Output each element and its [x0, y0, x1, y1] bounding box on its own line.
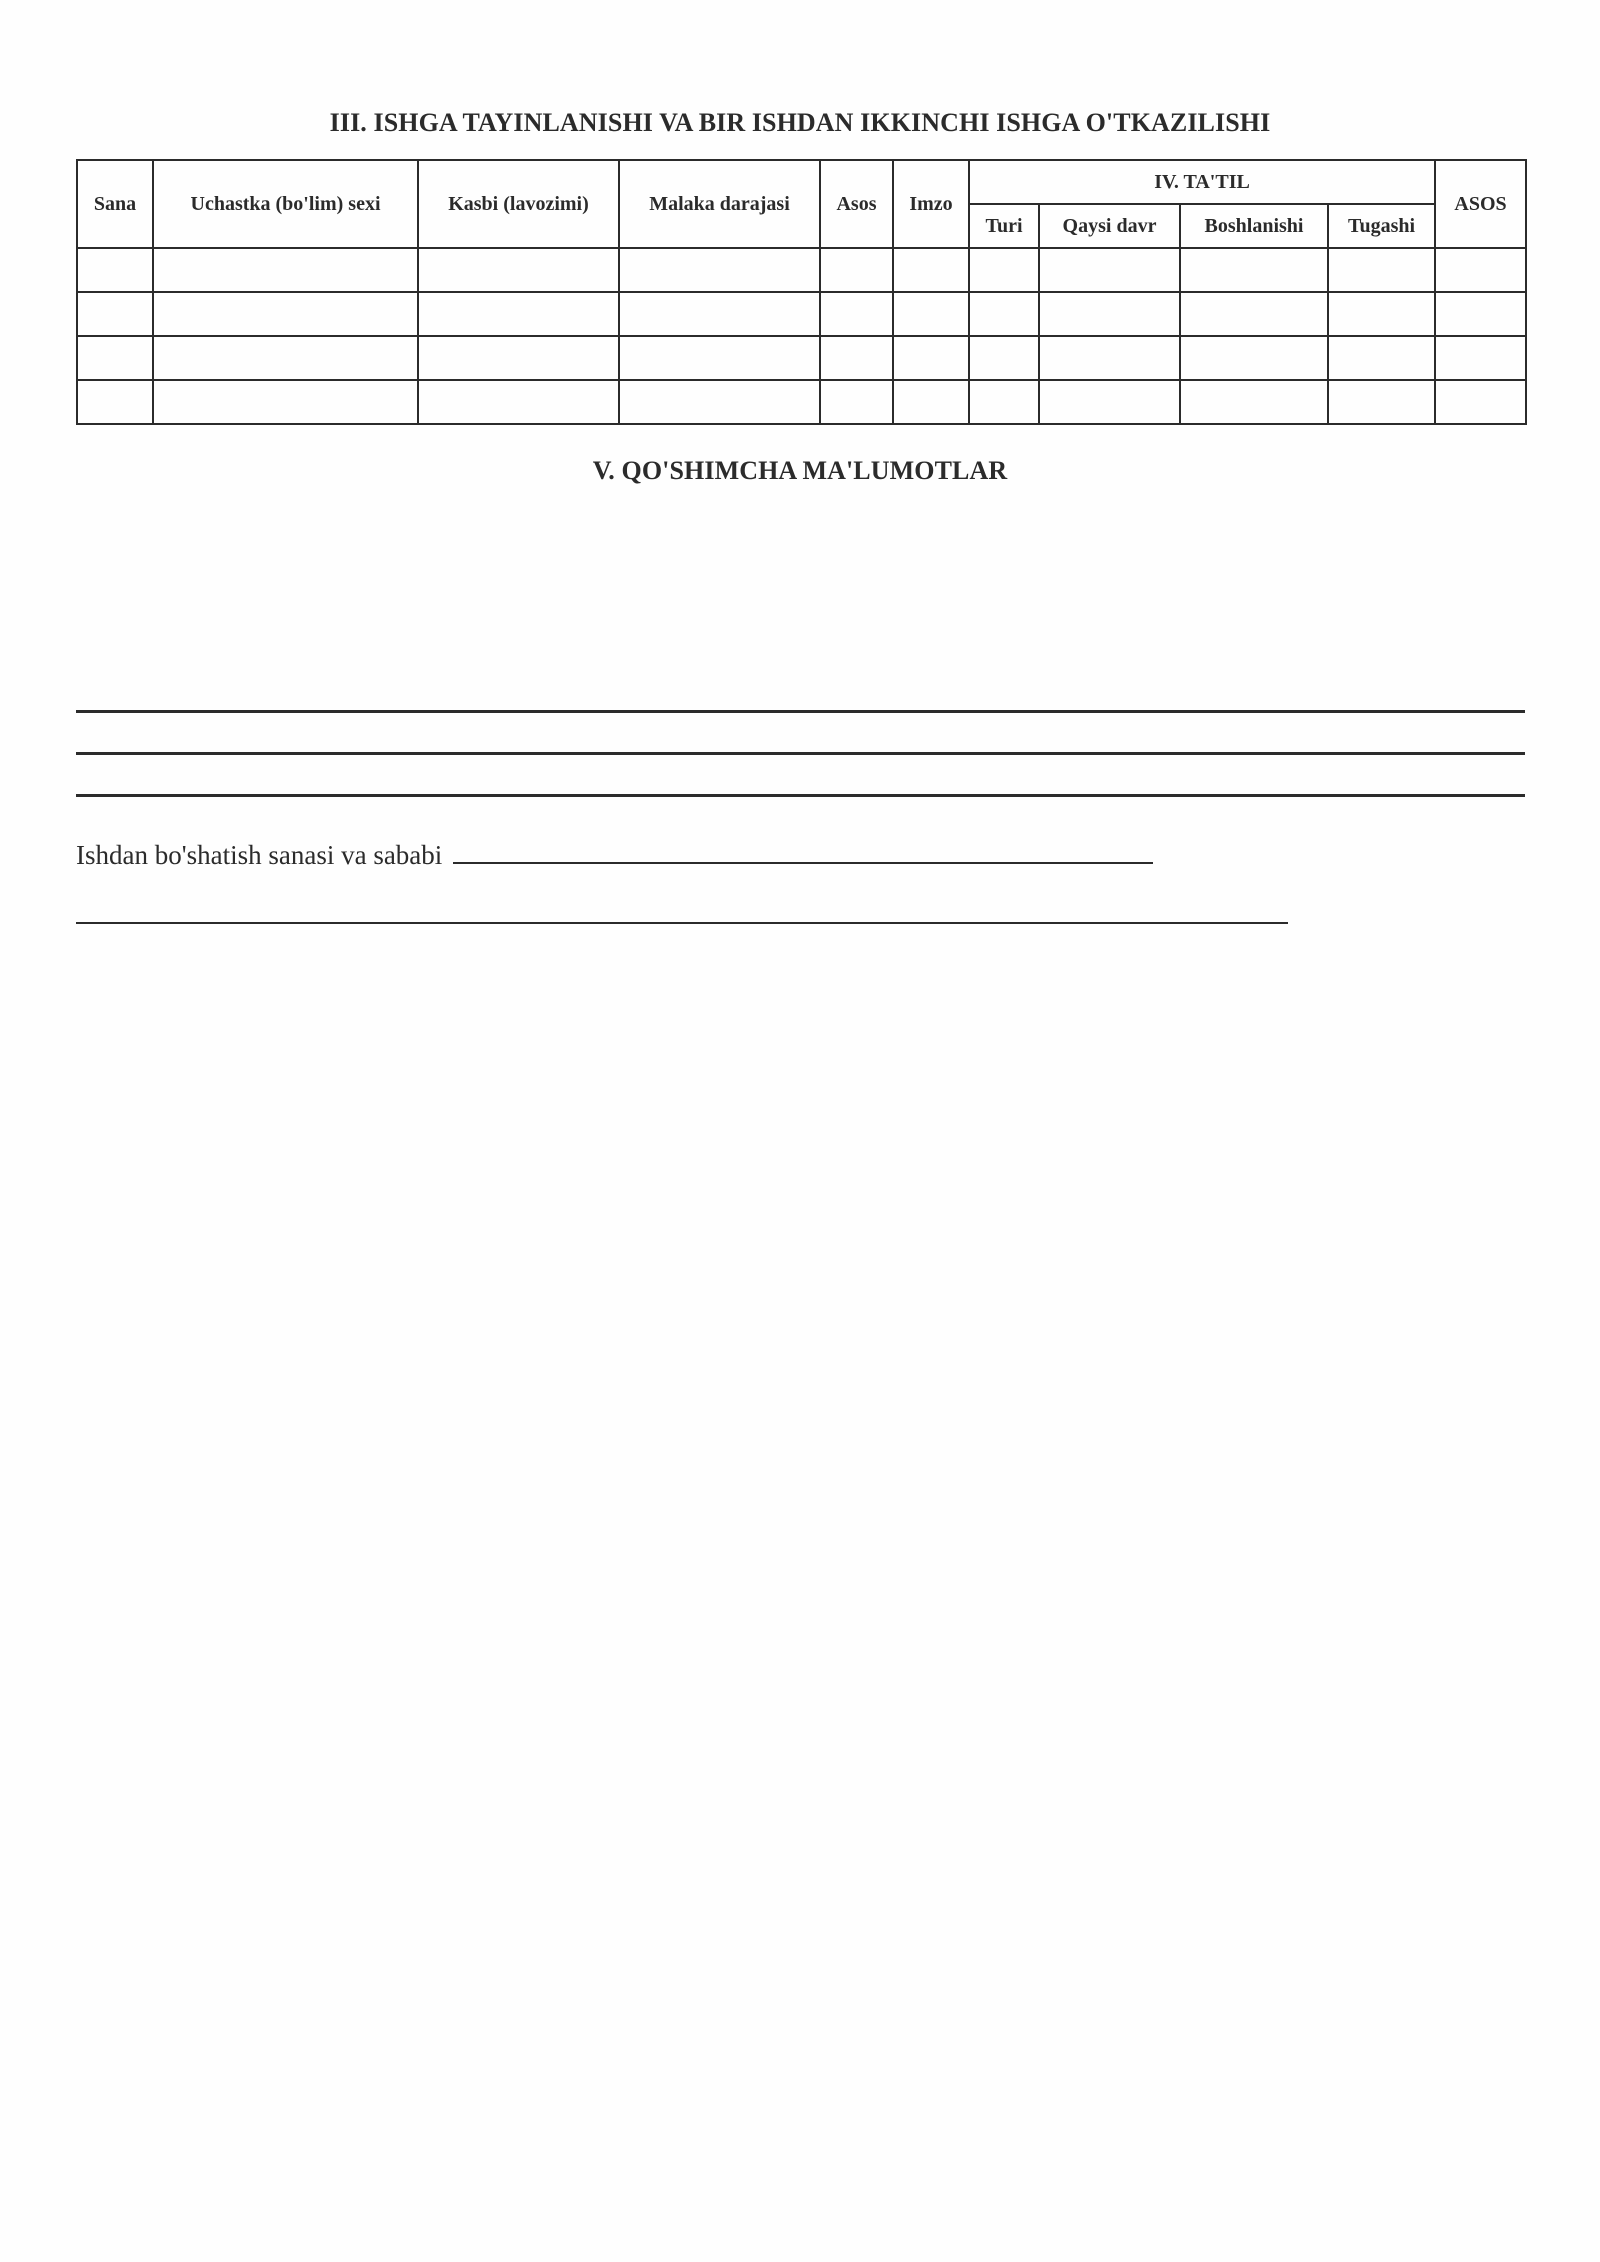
table-cell[interactable] [77, 336, 153, 380]
table-cell[interactable] [418, 248, 619, 292]
table-cell[interactable] [153, 380, 418, 424]
table-cell[interactable] [77, 380, 153, 424]
table-row [77, 380, 1526, 424]
table-cell[interactable] [969, 292, 1039, 336]
table-cell[interactable] [1435, 248, 1526, 292]
table-cell[interactable] [893, 292, 969, 336]
table-cell[interactable] [820, 248, 893, 292]
table-cell[interactable] [820, 336, 893, 380]
writing-line[interactable] [76, 752, 1525, 755]
table-cell[interactable] [418, 380, 619, 424]
table-row [77, 248, 1526, 292]
table-cell[interactable] [619, 292, 820, 336]
table-cell[interactable] [1435, 380, 1526, 424]
table-cell[interactable] [893, 380, 969, 424]
table-cell[interactable] [1435, 292, 1526, 336]
table-cell[interactable] [820, 380, 893, 424]
table-cell[interactable] [820, 292, 893, 336]
table-cell[interactable] [153, 292, 418, 336]
table-cell[interactable] [969, 248, 1039, 292]
col-header-sana: Sana [77, 160, 153, 248]
table-cell[interactable] [893, 336, 969, 380]
dismissal-continuation-line[interactable] [76, 922, 1288, 924]
table-cell[interactable] [418, 336, 619, 380]
col-header-boshlanishi: Boshlanishi [1180, 204, 1328, 248]
table-cell[interactable] [1328, 380, 1435, 424]
table-cell[interactable] [77, 292, 153, 336]
table-cell[interactable] [1039, 380, 1180, 424]
table-cell[interactable] [418, 292, 619, 336]
table-cell[interactable] [969, 336, 1039, 380]
col-header-uchastka: Uchastka (bo'lim) sexi [153, 160, 418, 248]
section-title-appointment: III. ISHGA TAYINLANISHI VA BIR ISHDAN IKKINCHI ISHGA O'TKAZILISHI [329, 108, 1271, 137]
col-header-tugashi: Tugashi [1328, 204, 1435, 248]
col-header-turi: Turi [969, 204, 1039, 248]
table-cell[interactable] [153, 248, 418, 292]
table-cell[interactable] [1039, 292, 1180, 336]
col-header-qaysi-davr: Qaysi davr [1039, 204, 1180, 248]
col-group-header-tatil: IV. TA'TIL [969, 160, 1435, 204]
table-cell[interactable] [1328, 248, 1435, 292]
col-header-kasbi: Kasbi (lavozimi) [418, 160, 619, 248]
table-cell[interactable] [1180, 380, 1328, 424]
col-header-asos-2: ASOS [1435, 160, 1526, 248]
appointment-leave-table [76, 159, 1527, 425]
table-cell[interactable] [1328, 292, 1435, 336]
table-cell[interactable] [1039, 336, 1180, 380]
col-header-imzo: Imzo [893, 160, 969, 248]
table-row [77, 336, 1526, 380]
table-cell[interactable] [969, 380, 1039, 424]
writing-line[interactable] [76, 710, 1525, 713]
table-header-row [77, 160, 1526, 204]
col-header-asos: Asos [820, 160, 893, 248]
writing-line[interactable] [76, 794, 1525, 797]
table-cell[interactable] [1180, 248, 1328, 292]
col-header-malaka: Malaka darajasi [619, 160, 820, 248]
table-row [77, 292, 1526, 336]
table-cell[interactable] [619, 336, 820, 380]
section-title-additional-info: V. QO'SHIMCHA MA'LUMOTLAR [592, 456, 1008, 485]
table-cell[interactable] [1180, 292, 1328, 336]
dismissal-label: Ishdan bo'shatish sanasi va sababi [76, 840, 443, 870]
table-cell[interactable] [893, 248, 969, 292]
table-cell[interactable] [619, 248, 820, 292]
table-cell[interactable] [1435, 336, 1526, 380]
table-cell[interactable] [619, 380, 820, 424]
dismissal-field [76, 838, 1153, 869]
table-cell[interactable] [1180, 336, 1328, 380]
table-cell[interactable] [153, 336, 418, 380]
table-cell[interactable] [1328, 336, 1435, 380]
dismissal-blank[interactable] [453, 838, 1153, 864]
table-cell[interactable] [77, 248, 153, 292]
table-cell[interactable] [1039, 248, 1180, 292]
